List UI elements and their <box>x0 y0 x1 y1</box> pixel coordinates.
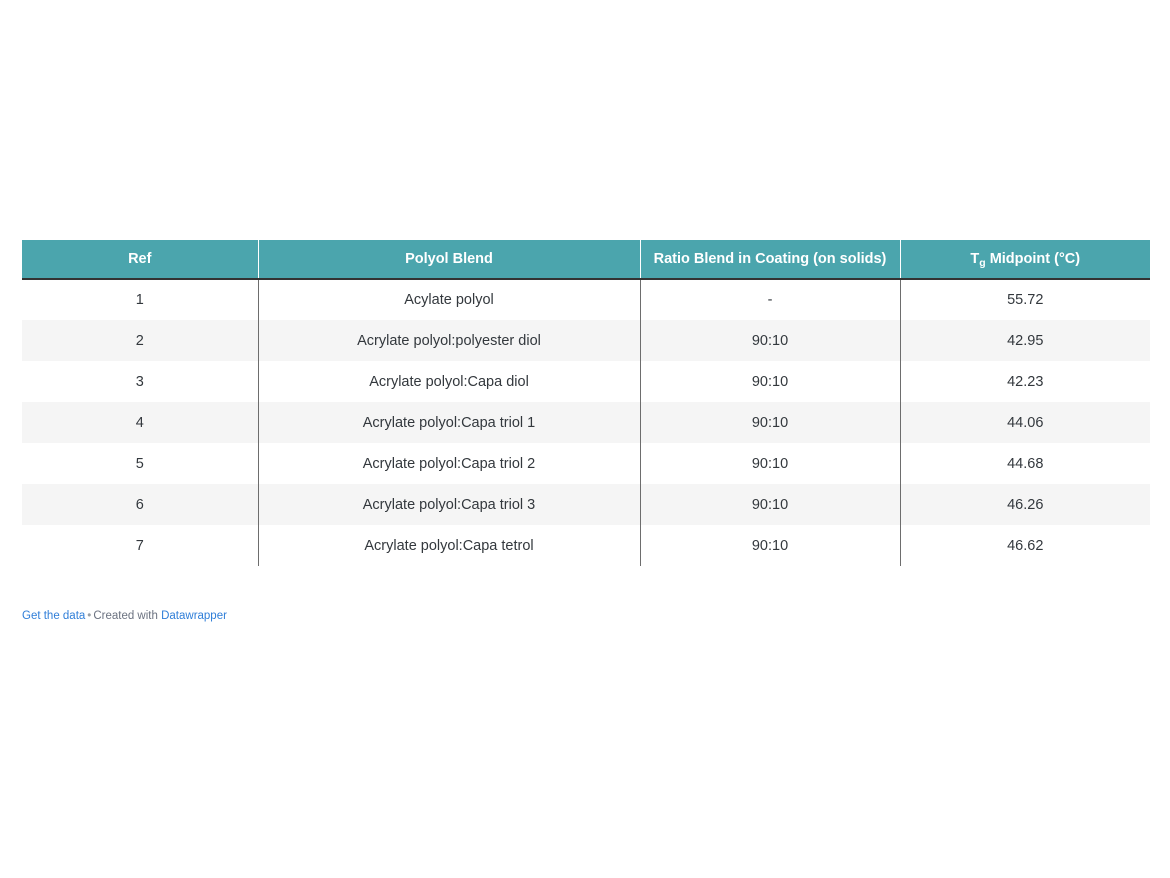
cell-polyol-blend: Acrylate polyol:polyester diol <box>258 320 640 361</box>
table-row <box>22 402 1150 443</box>
cell-polyol-blend: Acrylate polyol:Capa triol 3 <box>258 484 640 525</box>
cell-ref: 7 <box>22 525 258 566</box>
column-header-polyol-blend[interactable]: Polyol Blend <box>258 240 640 279</box>
table-header <box>22 240 1150 279</box>
table-row <box>22 484 1150 525</box>
cell-tg: 55.72 <box>900 279 1150 320</box>
table-row <box>22 525 1150 566</box>
cell-ratio: 90:10 <box>640 402 900 443</box>
footer-separator: • <box>87 610 92 622</box>
data-table-container <box>22 240 1150 566</box>
cell-ratio: - <box>640 279 900 320</box>
cell-polyol-blend: Acylate polyol <box>258 279 640 320</box>
cell-polyol-blend: Acrylate polyol:Capa tetrol <box>258 525 640 566</box>
cell-ref: 1 <box>22 279 258 320</box>
cell-ref: 5 <box>22 443 258 484</box>
cell-tg: 44.68 <box>900 443 1150 484</box>
datawrapper-link[interactable]: Datawrapper <box>161 610 227 622</box>
cell-ref: 3 <box>22 361 258 402</box>
cell-ratio: 90:10 <box>640 525 900 566</box>
table-row <box>22 361 1150 402</box>
table-row <box>22 279 1150 320</box>
cell-ref: 2 <box>22 320 258 361</box>
cell-ratio: 90:10 <box>640 320 900 361</box>
cell-ref: 6 <box>22 484 258 525</box>
cell-polyol-blend: Acrylate polyol:Capa triol 2 <box>258 443 640 484</box>
cell-ratio: 90:10 <box>640 484 900 525</box>
cell-tg: 46.62 <box>900 525 1150 566</box>
table-row <box>22 320 1150 361</box>
cell-tg: 42.95 <box>900 320 1150 361</box>
cell-tg: 42.23 <box>900 361 1150 402</box>
cell-ratio: 90:10 <box>640 443 900 484</box>
get-the-data-link[interactable]: Get the data <box>22 610 86 622</box>
tg-header-text: $T_g$ Midpoint (°C) <box>970 251 1081 270</box>
cell-polyol-blend: Acrylate polyol:Capa diol <box>258 361 640 402</box>
table-row <box>22 443 1150 484</box>
column-header-ref[interactable]: Ref <box>22 240 258 279</box>
created-with-label: Created with <box>93 610 158 622</box>
cell-tg: 46.26 <box>900 484 1150 525</box>
data-table <box>22 240 1150 566</box>
cell-ref: 4 <box>22 402 258 443</box>
cell-ratio: 90:10 <box>640 361 900 402</box>
column-header-tg-midpoint[interactable] <box>900 240 1150 279</box>
table-header-row <box>22 240 1150 279</box>
table-body <box>22 279 1150 566</box>
cell-polyol-blend: Acrylate polyol:Capa triol 1 <box>258 402 640 443</box>
chart-footer <box>22 610 227 622</box>
cell-tg: 44.06 <box>900 402 1150 443</box>
column-header-ratio-blend[interactable]: Ratio Blend in Coating (on solids) <box>640 240 900 279</box>
